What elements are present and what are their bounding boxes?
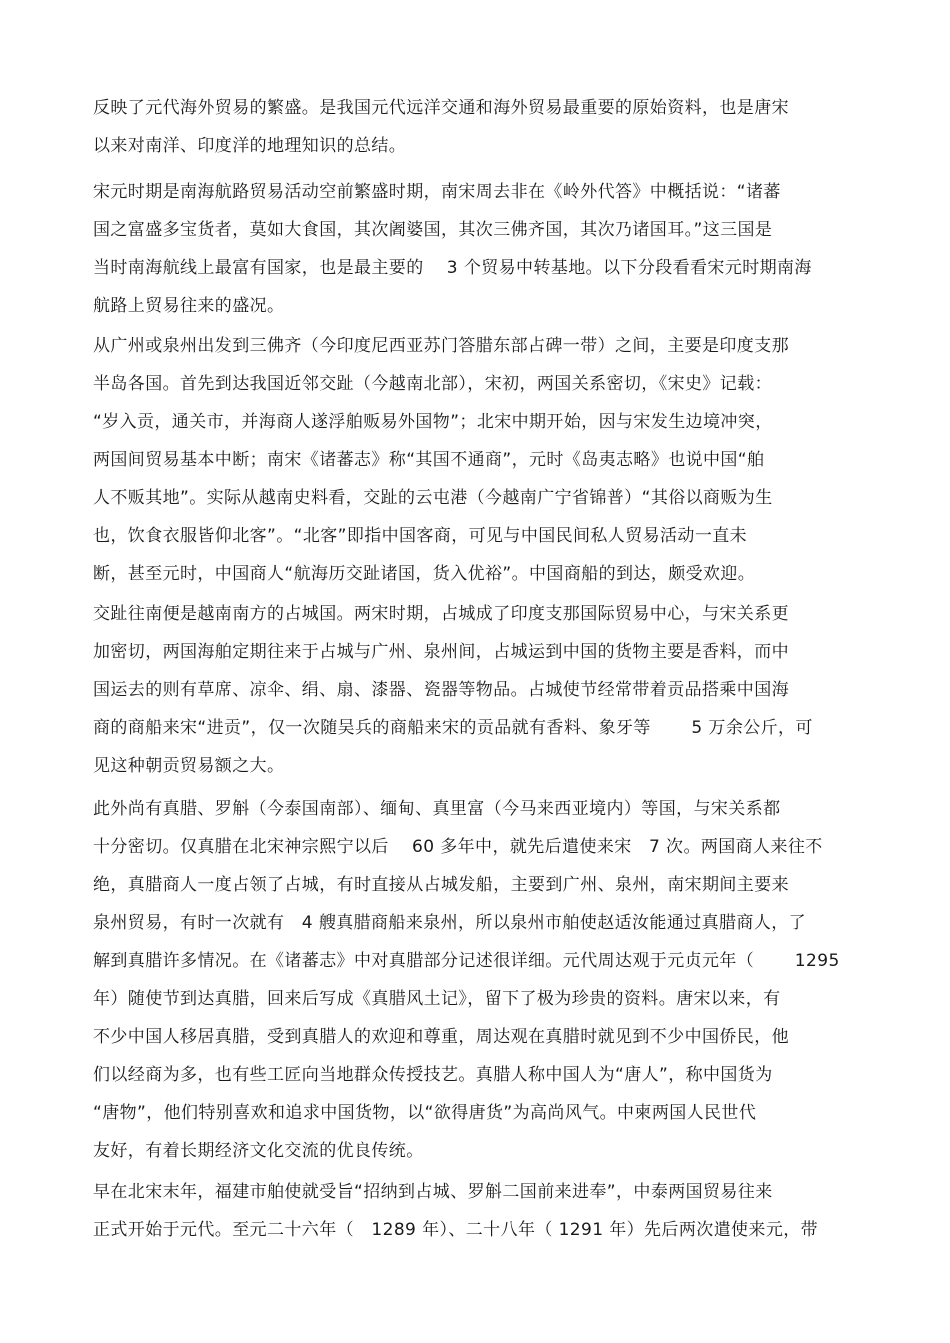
text-line: 见这种朝贡贸易额之大。 [93, 756, 285, 776]
text-line: 正式开始于元代。至元二十六年（ 1289 年）、二十八年（ 1291 年）先后两次遣使来元，带 [93, 1220, 819, 1240]
paragraph-2 [93, 173, 873, 325]
text-line: 商的商船来宋“进贡”，仅一次随吴兵的商船来宋的贡品就有香料、象牙等 5 万余公斤，可 [93, 718, 813, 738]
text-line: 十分密切。仅真腊在北宋神宗熙宁以后 60 多年中，就先后遣使来宋 7 次。两国商人来往不 [93, 837, 823, 857]
text-line: 不少中国人移居真腊，受到真腊人的欢迎和尊重，周达观在真腊时就见到不少中国侨民，他 [93, 1027, 789, 1047]
paragraph-5 [93, 790, 873, 1170]
text-line: 半岛各国。首先到达我国近邻交趾（今越南北部），宋初，两国关系密切，《宋史》记载： [93, 374, 772, 394]
text-line: 国之富盛多宝货者，莫如大食国，其次阇婆国，其次三佛齐国，其次乃诸国耳。”这三国是 [93, 220, 773, 240]
text-line: 也，饮食衣服皆仰北客”。“北客”即指中国客商，可见与中国民间私人贸易活动一直未 [93, 526, 748, 546]
text-line: 解到真腊许多情况。在《诸蕃志》中对真腊部分记述很详细。元代周达观于元贞元年（ 1295 [93, 951, 840, 971]
text-line: 当时南海航线上最富有国家，也是最主要的 3 个贸易中转基地。以下分段看看宋元时期南海 [93, 258, 812, 278]
text-line: 两国间贸易基本中断；南宋《诸蕃志》称“其国不通商”，元时《岛夷志略》也说中国“舶 [93, 450, 765, 470]
text-line: 年）随使节到达真腊，回来后写成《真腊风土记》，留下了极为珍贵的资料。唐宋以来，有 [93, 989, 781, 1009]
text-line: 交趾往南便是越南南方的占城国。两宋时期，占城成了印度支那国际贸易中心，与宋关系更 [93, 604, 789, 624]
text-line: 早在北宋末年，福建市舶使就受旨“招纳到占城、罗斛二国前来进奉”，中泰两国贸易往来 [93, 1182, 773, 1202]
text-line: 国运去的则有草席、凉伞、绢、扇、漆器、瓷器等物品。占城使节经常带着贡品搭乘中国海 [93, 680, 789, 700]
text-line: 人不贩其地”。实际从越南史料看，交趾的云屯港（今越南广宁省锦普）“其俗以商贩为生 [93, 488, 773, 508]
text-line: 加密切，两国海舶定期往来于占城与广州、泉州间，占城运到中国的货物主要是香料，而中 [93, 642, 789, 662]
text-line: 断，甚至元时，中国商人“航海历交趾诸国，货入优裕”。中国商船的到达，颇受欢迎。 [93, 564, 756, 584]
text-line: “唐物”，他们特别喜欢和追求中国货物，以“欲得唐货”为高尚风气。中柬两国人民世代 [93, 1103, 757, 1123]
text-line: “岁入贡，通关市，并海商人遂浮舶贩易外国物”；北宋中期开始，因与宋发生边境冲突， [93, 412, 773, 432]
paragraph-1 [93, 89, 873, 165]
paragraph-4 [93, 595, 873, 785]
text-line: 从广州或泉州出发到三佛齐（今印度尼西亚苏门答腊东部占碑一带）之间，主要是印度支那 [93, 336, 789, 356]
paragraph-3 [93, 327, 873, 593]
paragraph-6 [93, 1173, 873, 1249]
text-line: 以来对南洋、印度洋的地理知识的总结。 [93, 136, 407, 156]
text-line: 航路上贸易往来的盛况。 [93, 296, 285, 316]
text-line: 们以经商为多，也有些工匠向当地群众传授技艺。真腊人称中国人为“唐人”，称中国货为 [93, 1065, 773, 1085]
text-line: 反映了元代海外贸易的繁盛。是我国元代远洋交通和海外贸易最重要的原始资料，也是唐宋 [93, 98, 789, 118]
text-line: 泉州贸易，有时一次就有 4 艘真腊商船来泉州，所以泉州市舶使赵适汝能通过真腊商人，了 [93, 913, 807, 933]
text-line: 此外尚有真腊、罗斛（今泰国南部）、缅甸、真里富（今马来西亚境内）等国，与宋关系都 [93, 799, 781, 819]
text-line: 友好，有着长期经济文化交流的优良传统。 [93, 1141, 424, 1161]
text-line: 宋元时期是南海航路贸易活动空前繁盛时期，南宋周去非在《岭外代答》中概括说：“诸蕃 [93, 182, 781, 202]
text-line: 绝，真腊商人一度占领了占城，有时直接从占城发船，主要到广州、泉州，南宋期间主要来 [93, 875, 789, 895]
